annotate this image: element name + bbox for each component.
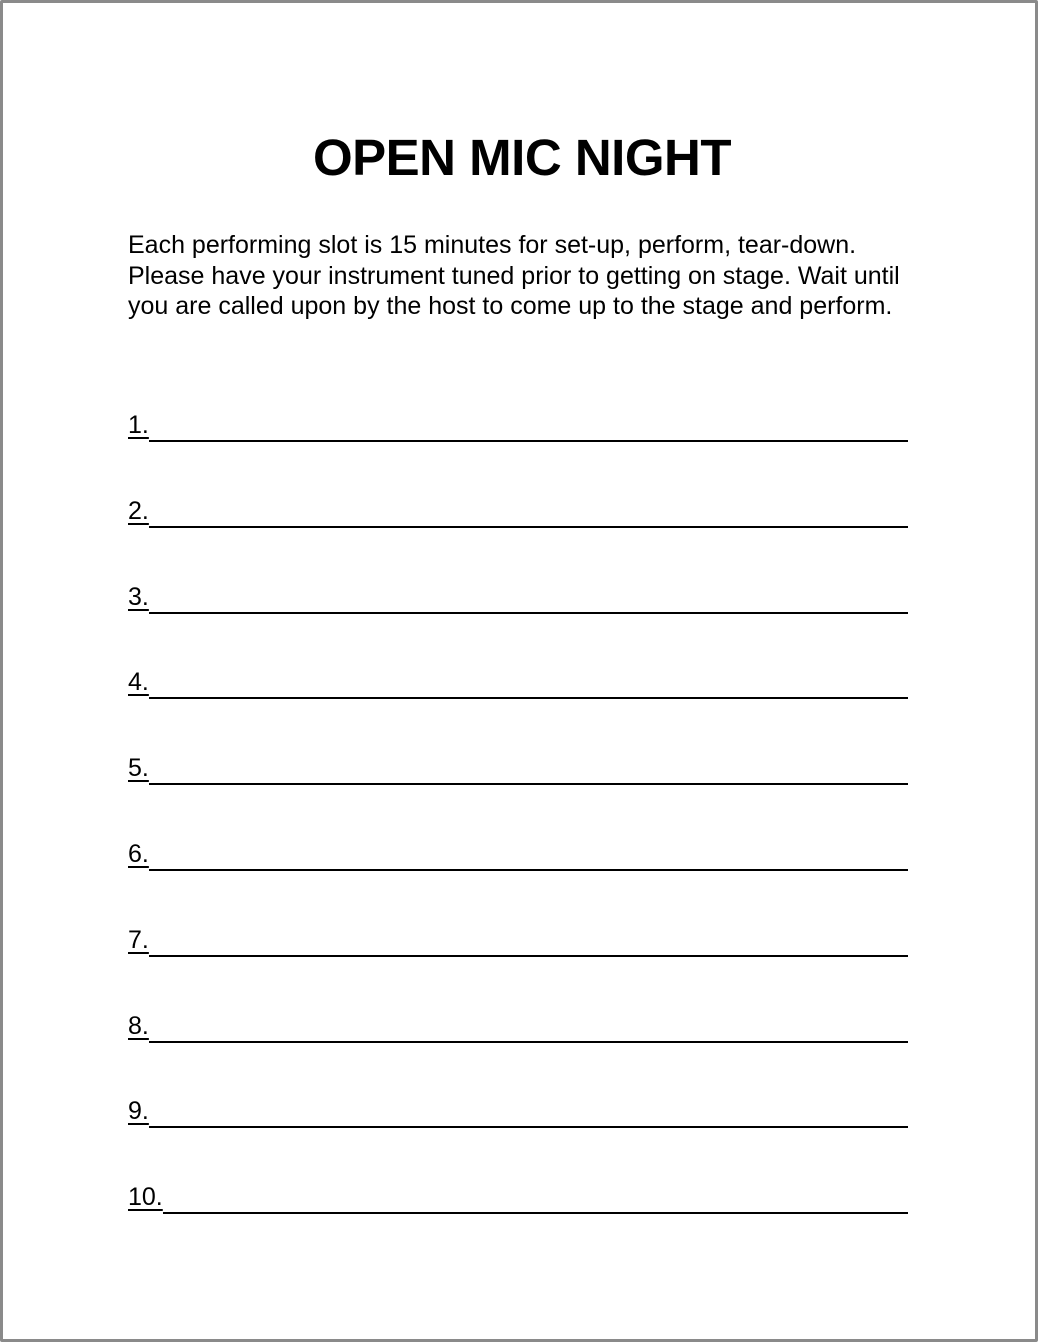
slot-number: 8. xyxy=(128,1012,149,1040)
signup-slot[interactable] xyxy=(128,664,908,696)
signup-slot[interactable] xyxy=(128,579,908,611)
slot-number: 5. xyxy=(128,754,149,782)
intro-paragraph: Each performing slot is 15 minutes for set-up, perform, tear-down. Please have your instrument tuned prior to getting on stage. Wait until you are called upon by the host to come up to the stage and perform. xyxy=(128,231,900,320)
signup-line[interactable] xyxy=(149,1041,908,1043)
slot-number: 7. xyxy=(128,926,149,954)
signup-line[interactable] xyxy=(149,612,908,614)
signup-slot[interactable] xyxy=(128,1179,908,1211)
signup-line[interactable] xyxy=(149,1126,908,1128)
slot-number: 3. xyxy=(128,583,149,611)
signup-line[interactable] xyxy=(149,955,908,957)
signup-line[interactable] xyxy=(149,526,908,528)
slot-number: 6. xyxy=(128,840,149,868)
slot-number: 10. xyxy=(128,1183,163,1211)
signup-line[interactable] xyxy=(149,869,908,871)
signup-slot[interactable] xyxy=(128,750,908,782)
signup-slot[interactable] xyxy=(128,836,908,868)
signup-slot[interactable] xyxy=(128,922,908,954)
signup-line[interactable] xyxy=(163,1212,908,1214)
signup-slot[interactable] xyxy=(128,407,908,439)
slot-number: 9. xyxy=(128,1097,149,1125)
signup-line[interactable] xyxy=(149,440,908,442)
slot-number: 2. xyxy=(128,497,149,525)
signup-line[interactable] xyxy=(149,783,908,785)
slot-number: 1. xyxy=(128,411,149,439)
signup-slot[interactable] xyxy=(128,493,908,525)
signup-slot[interactable] xyxy=(128,1093,908,1125)
signup-slot[interactable] xyxy=(128,1008,908,1040)
page-title: OPEN MIC NIGHT xyxy=(312,129,731,186)
slot-number: 4. xyxy=(128,668,149,696)
signup-line[interactable] xyxy=(149,697,908,699)
